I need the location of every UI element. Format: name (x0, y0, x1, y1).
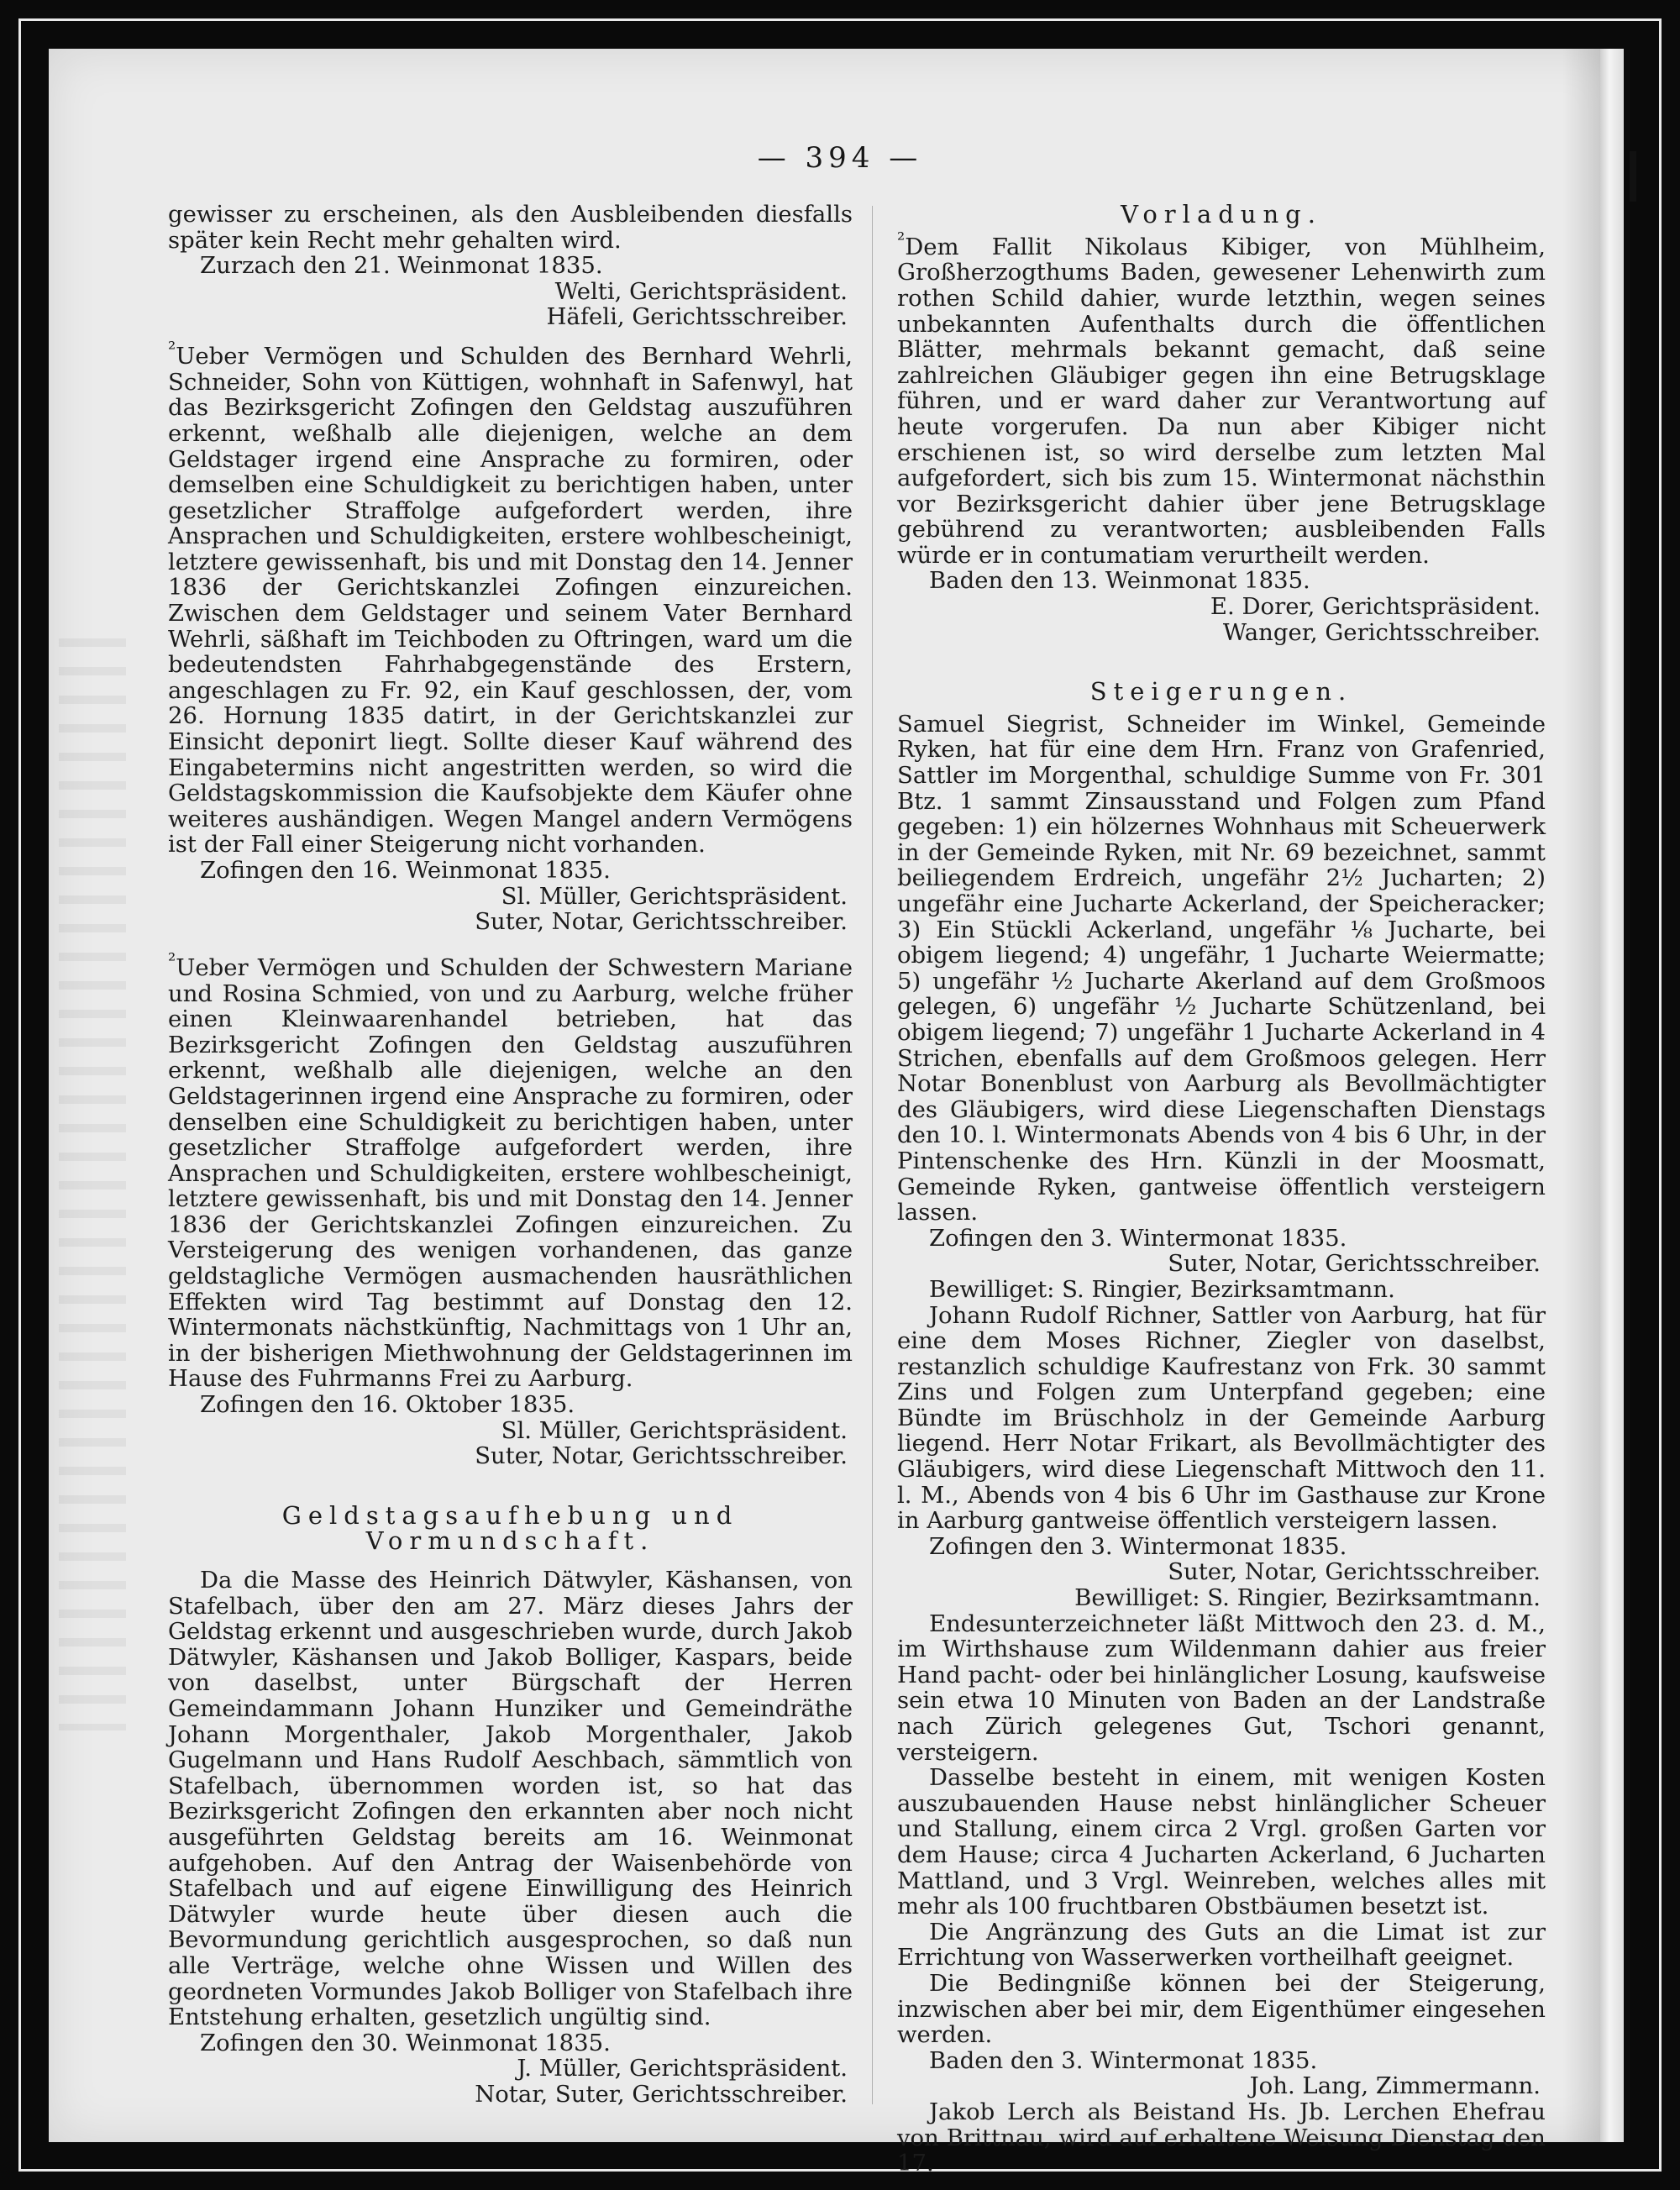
notice-text: Dem Fallit Nikolaus Kibiger, von Mühlheim, Großherzogthums Baden, gewesener Lehenwirth zum rothen Schild dahier, wurde letzthin, wegen seines unbekannten Aufenthalts durch die öffentlichen Blätter, mehrmals bekannt gemacht, daß seine zahlreichen Gläubiger gegen ihn eine Betrugsklage führen, und er ward daher zur Verantwortung auf heute vorgerufen. Da nun aber Kibiger nicht erschienen ist, so wird derselbe zum letzten Mal aufgefordert, sich bis zum 15. Wintermonat nächsthin vor Bezirksgericht dahier über jene Betrugsklage gebührend zu verantworten; ausbleibenden Falls würde er in contumatiam verurtheilt werden. (897, 233, 1546, 569)
approval-line: Bewilliget: S. Ringier, Bezirksamtmann. (929, 1275, 1395, 1303)
notice-text-p1: Endesunterzeichneter läßt Mittwoch den 23. d. M., im Wirthshause zum Wildenmann dahier aus freier Hand pacht- oder bei hinlänglicher Losung, kaufsweise sein etwa 10 Minuten von Baden an der Landstraße nach Zürich gelegenes Gut, Tschori genannt, versteigern. (897, 1610, 1546, 1766)
notice-wehrli (168, 337, 853, 935)
binding-shadow (1562, 49, 1600, 2142)
signature-president: J. Müller, Gerichtspräsident. (517, 2055, 848, 2082)
continuation-notice (168, 202, 853, 330)
signature-owner: Joh. Lang, Zimmermann. (1249, 2072, 1541, 2100)
signature-clerk: Suter, Notar, Gerichtsschreiber. (1168, 1250, 1541, 1278)
section-heading-vorladung: Vorladung. (1121, 200, 1322, 228)
section-heading-steigerungen: Steigerungen. (1089, 677, 1353, 706)
notice-siegrist (897, 712, 1546, 1303)
notice-text-p3: Die Angränzung des Guts an die Limat ist zur Errichtung von Wasserwerken vortheilhaft geeignet. (897, 1918, 1546, 1972)
right-column (897, 202, 1546, 2177)
signature-clerk: Suter, Notar, Gerichtsschreiber. (1168, 1558, 1541, 1586)
notice-text: Da die Masse des Heinrich Dätwyler, Käshansen, von Stafelbach, über den am 27. März dieses Jahrs der Geldstag erkennt und ausgeschrieben wurde, durch Jakob Dätwyler, Käshansen und Jakob Bolliger, Kaspars, beide von daselbst, unter Bürgschaft der Herren Gemeindammann Johann Hunziker und Gemeindräthe Johann Morgenthaler, Jakob Morgenthaler, Jakob Gugelmann und Hans Rudolf Aeschbach, sämmtlich von Stafelbach, übernommen worden ist, so hat das Bezirksgericht Zofingen den erkannten aber noch nicht ausgeführten Geldstag bereits am 16. Weinmonat aufgehoben. Auf den Antrag der Waisenbehörde von Stafelbach und auf eigene Einwilligung des Heinrich Dätwyler wurde heute über diesen auch die Bevormundung gerichtlich ausgesprochen, so daß nun alle Verträge, welche ohne Wissen und Willen des geordneten Vormundes Jakob Bolliger von Stafelbach ihre Entstehung erhalten, gesetzlich ungültig sind. (168, 1567, 853, 2031)
notice-daetwyler (168, 1568, 853, 2107)
signature-president: Welti, Gerichtspräsident. (554, 277, 848, 305)
notice-date: Zofingen den 3. Wintermonat 1835. (929, 1224, 1347, 1252)
bleed-through-shadow (59, 638, 126, 1730)
notice-text: Samuel Siegrist, Schneider im Winkel, Gemeinde Ryken, hat für eine dem Hrn. Franz von Grafenried, Sattler im Morgenthal, schuldige Summe von Fr. 301 Btz. 1 sammt Zinsausstand und Folgen zum Pfand gegeben: 1) ein hölzernes Wohnhaus mit Scheuerwerk in der Gemeinde Ryken, mit Nr. 69 bezeichnet, sammt beiliegendem Erdreich, ungefähr 2½ Jucharten; 2) ungefähr eine Jucharte Ackerland, der Speicheracker; 3) Ein Stückli Ackerland, ungefähr ⅛ Jucharte, bei obigem liegend; 4) ungefähr, 1 Jucharte Weiermatte; 5) ungefähr ½ Jucharte Akerland auf dem Großmoos gelegen, 6) ungefähr ½ Jucharte Schützenland, bei obigem liegend; 7) ungefähr 1 Jucharte Ackerland in 4 Strichen, ebenfalls auf dem Großmoos gelegen. Herr Notar Bonenblust von Aarburg als Bevollmächtigter des Gläubigers, wird diese Liegenschaften Dienstags den 10. l. Wintermonats Abends von 4 bis 6 Uhr, in der Pintenschenke des Hrn. Künzli in der Moosmatt, Gemeinde Ryken, gantweise öffentlich versteigern lassen. (897, 710, 1546, 1226)
notice-date: Zofingen den 16. Weinmonat 1835. (200, 857, 611, 884)
notice-date: Baden den 3. Wintermonat 1835. (929, 2046, 1318, 2074)
notice-date: Baden den 13. Weinmonat 1835. (929, 567, 1310, 595)
notice-text: Ueber Vermögen und Schulden der Schwestern Mariane und Rosina Schmied, von und zu Aarburg, welche früher einen Kleinwaarenhandel betrieben, hat das Bezirksgericht Zofingen den Geldstag auszuführen erkennt, weßhalb alle diejenigen, welche an den Geldstagerinnen irgend eine Ansprache zu formiren, oder denselben eine Schuldigkeit zu berichtigen haben, unter gesetzlicher Straffolge aufgefordert werden, ihre Ansprachen und Schuldigkeiten, erstere wohlbescheinigt, letztere gewissenhaft, bis und mit Donstag den 14. Jenner 1836 der Gerichtskanzlei Zofingen einzureichen. Zu Versteigerung des wenigen vorhandenen, das ganze geldstagliche Vermögen ausmachenden hausräthlichen Effekten wird Tag bestimmt auf Donstag den 12. Wintermonats nächstkünftig, Nachmittags von 1 Uhr an, in der bisherigen Miethwohnung der Geldstagerinnen im Hause des Fuhrmanns Frei zu Aarburg. (168, 953, 853, 1393)
notice-text: Johann Rudolf Richner, Sattler von Aarburg, hat für eine dem Moses Richner, Ziegler von daselbst, restanzlich schuldige Kaufrestanz von Frk. 30 sammt Zins und Folgen zum Unterpfand gegeben; eine Bündte im Brüschholz in der Gemeinde Aarburg liegend. Herr Notar Frikart, als Bevollmächtigter des Gläubigers, wird diese Liegenschaft Mittwoch den 11. l. M., Abends von 4 bis 6 Uhr im Gasthause zur Krone in Aarburg gantweise öffentlich versteigern lassen. (897, 1301, 1546, 1535)
signature-president: E. Dorer, Gerichtspräsident. (1210, 593, 1541, 621)
notice-richner (897, 1303, 1546, 1611)
signature-clerk: Suter, Notar, Gerichtsschreiber. (475, 1442, 848, 1470)
notice-text-p2: Dasselbe besteht in einem, mit wenigen Kosten auszubauenden Hause nebst hinlänglicher Scheuer und Stallung, einem circa 2 Vrgl. großen Garten vor dem Hause; circa 4 Jucharten Ackerland, 6 Jucharten Mattland, und 3 Vrgl. Weinreben, welches alles mit mehr als 100 fruchtbaren Obstbäumen besetzt ist. (897, 1764, 1546, 1920)
signature-clerk: Suter, Notar, Gerichtsschreiber. (475, 908, 848, 936)
signature-clerk: Wanger, Gerichtsschreiber. (1222, 618, 1541, 646)
signature-clerk: Häfeli, Gerichtsschreiber. (546, 303, 848, 331)
column-divider (872, 206, 873, 2104)
left-column (168, 202, 853, 2107)
notice-text: Jakob Lerch als Beistand Hs. Jb. Lerchen Ehefrau von Brittnau, wird auf erhaltene Weisung Dienstag den 17. (897, 2098, 1546, 2177)
section-heading-vormundschaft: Geldstagsaufhebung und Vormundschaft. (281, 1500, 739, 1556)
page-number: — 394 — (757, 141, 923, 175)
notice-date: Zofingen den 30. Weinmonat 1835. (200, 2029, 611, 2056)
notice-marker: ² (168, 338, 176, 360)
notice-date: Zofingen den 3. Wintermonat 1835. (929, 1532, 1347, 1560)
signature-clerk: Notar, Suter, Gerichtsschreiber. (475, 2080, 848, 2108)
signature-president: Sl. Müller, Gerichtspräsident. (501, 1416, 848, 1444)
approval-line: Bewilliget: S. Ringier, Bezirksamtmann. (1074, 1584, 1541, 1612)
notice-marker: ² (897, 228, 906, 251)
signature-president: Sl. Müller, Gerichtspräsident. (501, 882, 848, 910)
notice-kibiger (897, 228, 1546, 646)
notice-date: Zofingen den 16. Oktober 1835. (200, 1391, 575, 1419)
notice-text-p4: Die Bedingniße können bei der Steigerung, inzwischen aber bei mir, dem Eigenthümer eingesehen werden. (897, 1969, 1546, 2049)
notice-date: Zurzach den 21. Weinmonat 1835. (200, 252, 603, 280)
notice-text: gewisser zu erscheinen, als den Ausbleibenden diesfalls später kein Recht mehr gehalten wird. (168, 201, 853, 254)
notice-schmied (168, 948, 853, 1469)
notice-lerch (897, 2099, 1546, 2177)
notice-text: Ueber Vermögen und Schulden des Bernhard Wehrli, Schneider, Sohn von Küttigen, wohnhaft in Safenwyl, hat das Bezirksgericht Zofingen den Geldstag auszuführen erkennt, weßhalb alle diejenigen, welche an dem Geldstager irgend eine Ansprache zu formiren, oder demselben eine Schuldigkeit zu berichtigen haben, unter gesetzlicher Straffolge aufgefordert werden, ihre Ansprachen und Schuldigkeiten, erstere wohlbescheinigt, letztere gewissenhaft, bis und mit Donstag den 14. Jenner 1836 der Gerichtskanzlei Zofingen einzureichen. Zwischen dem Geldstager und seinem Vater Bernhard Wehrli, säßhaft im Teichboden zu Oftringen, ward um die bedeutendsten Fahrhabgegenstände des Erstern, angeschlagen zu Fr. 92, ein Kauf geschlossen, der, vom 26. Hornung 1835 datirt, in der Gerichtskanzlei zur Einsicht deponirt liegt. Sollte dieser Kauf während des Eingabetermins nicht angestritten werden, so wird die Geldstagskommission die Kaufsobjekte dem Käufer ohne weiteres aushändigen. Wegen Mangel andern Vermögens ist der Fall einer Steigerung nicht vorhanden. (168, 343, 853, 859)
notice-lang (897, 1611, 1546, 2099)
page-edge (1600, 49, 1624, 2142)
notice-marker: ² (168, 949, 176, 972)
